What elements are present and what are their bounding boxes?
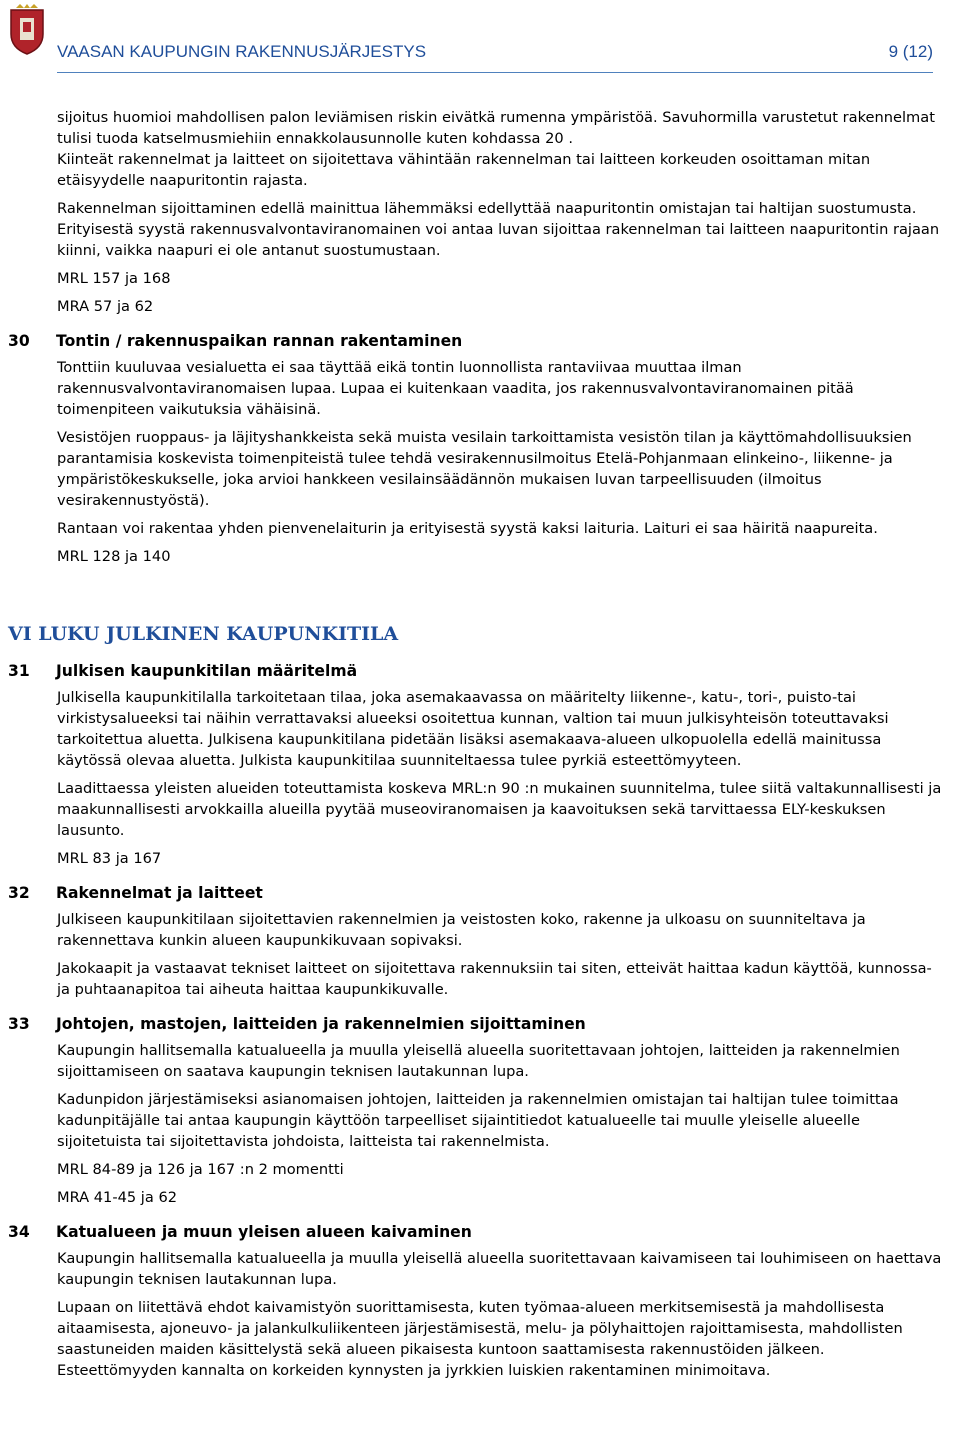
chapter-heading: VI LUKU JULKINEN KAUPUNKITILA <box>8 623 399 645</box>
page-number: 9 (12) <box>888 42 933 61</box>
paragraph: Tonttiin kuuluvaa vesialuetta ei saa täyttää eikä tontin luonnollista rantaviivaa muuttaa ilman rakennusvalvontaviranomaisen lupaa. Lupaa ei kuitenkaan vaadita, jos rakennusvalvontaviranomainen pitää toimenpiteen vaikutuksia vähäisinä. <box>57 359 854 418</box>
section-title: Katualueen ja muun yleisen alueen kaivaminen <box>56 1223 472 1241</box>
section-title: Julkisen kaupunkitilan määritelmä <box>56 662 358 680</box>
section-number: 32 <box>8 884 30 902</box>
section-number: 33 <box>8 1015 30 1033</box>
legal-reference: MRL 84-89 ja 126 ja 167 :n 2 momentti <box>57 1161 344 1178</box>
paragraph: Kaupungin hallitsemalla katualueella ja muulla yleisellä alueella suoritettavaan johtojen, laitteiden ja rakennelmien sijoittamiseen on saatava kaupungin teknisen lautakunnan lupa. <box>57 1042 900 1080</box>
section-title: Tontin / rakennuspaikan rannan rakentaminen <box>56 332 463 350</box>
document-body <box>0 107 960 1388</box>
section-heading-33 <box>0 1014 960 1035</box>
paragraph: Laadittaessa yleisten alueiden toteuttamista koskeva MRL:n 90 :n mukainen suunnitelma, tulee siitä valtakunnallisesti ja maakunnallisesti arvokkailla alueilla pyytää museoviranomaisen ja kaavoituksen sekä tarvittaessa ELY-keskuksen lausunto. <box>57 780 942 839</box>
section-number: 31 <box>8 662 30 680</box>
paragraph: Julkiseen kaupunkitilaan sijoitettavien rakennelmien ja veistosten koko, rakenne ja ulkoasu on suunniteltava ja rakennettava kunkin alueen kaupunkikuvaan sopivaksi. <box>57 911 866 949</box>
section-heading-34 <box>0 1222 960 1243</box>
legal-reference: MRL 83 ja 167 <box>57 850 162 867</box>
header-rule <box>57 72 933 73</box>
document-title: VAASAN KAUPUNGIN RAKENNUSJÄRJESTYS <box>57 42 427 61</box>
section-heading-32 <box>0 883 960 904</box>
section-number: 34 <box>8 1223 30 1241</box>
paragraph: Kadunpidon järjestämiseksi asianomaisen johtojen, laitteiden ja rakennelmien omistajan tai haltijan tulee toimittaa kadunpitäjälle tai antaa kaupungin käyttöön tarpeelliset sijaintitiedot katualueelle tai muulle yleiselle alueelle sijoitetuista tai sijoitettavista johdoista, laitteista tai rakennelmista. <box>57 1091 899 1150</box>
legal-reference: MRA 57 ja 62 <box>57 298 154 315</box>
paragraph: Julkisella kaupunkitilalla tarkoitetaan tilaa, joka asemakaavassa on määritelty liikenne-, katu-, tori-, puisto-tai virkistysalueeksi tai näihin verrattavaksi alueeksi osoitettua kunnan, valtion tai muun julkisyhteisön toteuttavaksi tarkoitettua aluetta. Julkisena kaupunkitilana pidetään lisäksi asemakaava-alueen ulkopuolella edellä mainitussa käytössä olevaa aluetta. Julkista kaupunkitilaa suunniteltaessa tulee pyrkiä esteettömyyteen. <box>57 689 889 769</box>
paragraph: Jakokaapit ja vastaavat tekniset laitteet on sijoitettava rakennuksiin tai siten, etteivät haittaa kadun käyttöä, kunnossa- ja puhtaanapitoa tai aiheuta haittaa kaupunkikuvalle. <box>57 960 932 998</box>
paragraph: Lupaan on liitettävä ehdot kaivamistyön suorittamisesta, kuten työmaa-alueen merkitsemisestä ja mahdollisesta aitaamisesta, ajoneuvo- ja jalankulkuliikenteen järjestämisestä, melu- ja pölyhaittojen rajoittamisesta, mahdollisten saastuneiden maiden käsittelystä sekä alueen pikaisesta kuntoon saattamisesta rakennustöiden jälkeen. Esteettömyyden kannalta on korkeiden kynnysten ja jyrkkien luiskien rakentaminen minimoitava. <box>57 1299 903 1379</box>
section-title: Johtojen, mastojen, laitteiden ja rakennelmien sijoittaminen <box>56 1015 586 1033</box>
legal-reference: MRL 128 ja 140 <box>57 548 171 565</box>
legal-reference: MRL 157 ja 168 <box>57 270 171 287</box>
section-number: 30 <box>8 332 30 350</box>
paragraph: Kaupungin hallitsemalla katualueella ja muulla yleisellä alueella suoritettavaan kaivamiseen tai louhimiseen on haettava kaupungin teknisen lautakunnan lupa. <box>57 1250 942 1288</box>
city-crest-logo <box>8 4 46 56</box>
legal-reference: MRA 41-45 ja 62 <box>57 1189 178 1206</box>
section-title: Rakennelmat ja laitteet <box>56 884 263 902</box>
paragraph: Vesistöjen ruoppaus- ja läjityshankkeista sekä muista vesilain tarkoittamista vesistön tilan ja käyttömahdollisuuksien parantamisia koskevista toimenpiteistä tulee tehdä vesirakennusilmoitus Etelä-Pohjanmaan elinkeino-, liikenne- ja ympäristökeskukselle, joka arvioi hankkeen vesilainsäädännön mukaisen luvan tarpeellisuuden (ilmoitus vesirakennustyöstä). <box>57 429 912 509</box>
paragraph: Rantaan voi rakentaa yhden pienvenelaiturin ja erityisestä syystä kaksi laituria. Laituri ei saa häiritä naapureita. <box>57 520 878 537</box>
section-heading-30 <box>0 331 960 352</box>
page-header <box>57 42 933 68</box>
paragraph: Rakennelman sijoittaminen edellä mainittua lähemmäksi edellyttää naapuritontin omistajan tai haltijan suostumusta. Erityisestä syystä rakennusvalvontaviranomainen voi antaa luvan sijoittaa rakennelman tai laitteen naapuritontin rajaan kiinni, vaikka naapuri ei ole antanut suostumustaan. <box>57 200 940 259</box>
section-heading-31 <box>0 661 960 682</box>
paragraph: Kiinteät rakennelmat ja laitteet on sijoitettava vähintään rakennelman tai laitteen korkeuden osoittaman mitan etäisyydelle naapuritontin rajasta. <box>57 151 871 189</box>
paragraph: sijoitus huomioi mahdollisen palon leviämisen riskin eivätkä rumenna ympäristöä. Savuhormilla varustetut rakennelmat tulisi tuoda katselmusmiehiin ennakkolausunnolle kuten kohdassa 20 . <box>57 109 935 147</box>
